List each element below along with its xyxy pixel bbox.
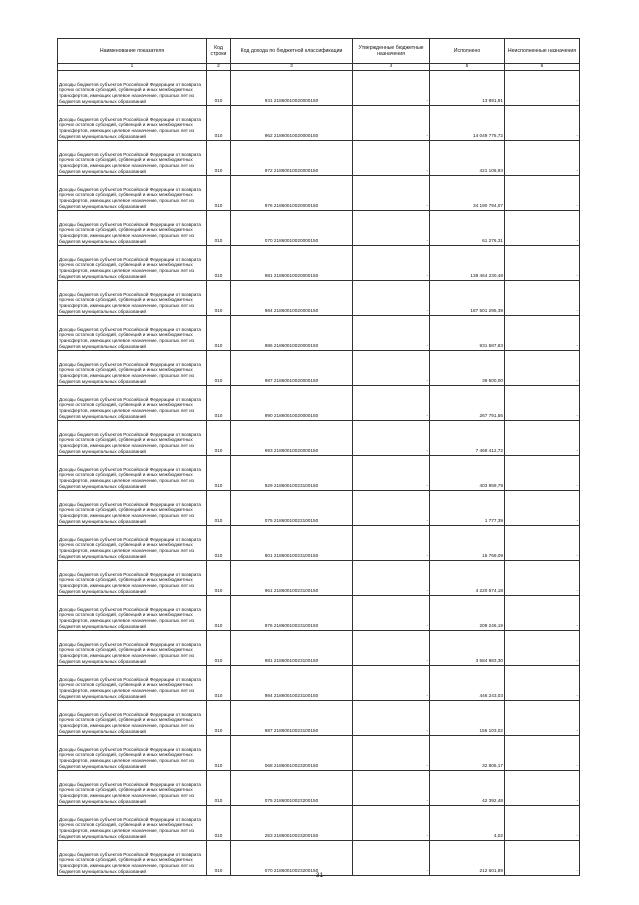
- indicator-name-cell: Доходы бюджетов субъектов Российской Федерации от возврата прочих остатков субсидий, субвенций и иных межбюджетных трансфертов, имеющих целевое назначение, прошлых лет из бюджетов муниципальных образований: [58, 176, 207, 211]
- indicator-name-cell: Доходы бюджетов субъектов Российской Федерации от возврата прочих остатков субсидий, субвенций и иных межбюджетных трансфертов, имеющих целевое назначение, прошлых лет из бюджетов муниципальных образований: [58, 666, 207, 701]
- line-code-cell: 010: [207, 841, 231, 876]
- executed-cell: 3 584 983,30: [430, 631, 505, 666]
- indicator-name-cell: Доходы бюджетов субъектов Российской Федерации от возврата прочих остатков субсидий, субвенций и иных межбюджетных трансфертов, имеющих целевое назначение, прошлых лет из бюджетов муниципальных образований: [58, 141, 207, 176]
- line-code-cell: 010: [207, 316, 231, 351]
- revenue-code-cell: 075 21860010023200150: [231, 771, 353, 806]
- line-code-cell: 010: [207, 526, 231, 561]
- budget-revenue-table: [57, 38, 580, 876]
- header-unexecuted: Неисполненные назначения: [505, 39, 580, 64]
- table-row: [58, 631, 580, 666]
- indicator-name-cell: Доходы бюджетов субъектов Российской Федерации от возврата прочих остатков субсидий, субвенций и иных межбюджетных трансфертов, имеющих целевое назначение, прошлых лет из бюджетов муниципальных образований: [58, 351, 207, 386]
- indicator-name-cell: Доходы бюджетов субъектов Российской Федерации от возврата прочих остатков субсидий, субвенций и иных межбюджетных трансфертов, имеющих целевое назначение, прошлых лет из бюджетов муниципальных образований: [58, 246, 207, 281]
- indicator-name-cell: Доходы бюджетов субъектов Российской Федерации от возврата прочих остатков субсидий, субвенций и иных межбюджетных трансфертов, имеющих целевое назначение, прошлых лет из бюджетов муниципальных образований: [58, 456, 207, 491]
- table-row: [58, 841, 580, 876]
- table-body: [58, 71, 580, 876]
- header-indicator-name: Наименование показателя: [58, 39, 207, 64]
- unexecuted-cell: -: [505, 351, 580, 386]
- executed-cell: 403 959,79: [430, 456, 505, 491]
- line-code-cell: 010: [207, 211, 231, 246]
- revenue-code-cell: 976 21860010020000150: [231, 176, 353, 211]
- line-code-cell: 010: [207, 281, 231, 316]
- line-code-cell: 010: [207, 351, 231, 386]
- revenue-code-cell: 987 21860010020000150: [231, 351, 353, 386]
- executed-cell: 13 891,91: [430, 71, 505, 106]
- executed-cell: 209 246,19: [430, 596, 505, 631]
- revenue-code-cell: 993 21860010020000150: [231, 421, 353, 456]
- unexecuted-cell: -: [505, 141, 580, 176]
- table-row: [58, 666, 580, 701]
- line-code-cell: 010: [207, 71, 231, 106]
- table-row: [58, 176, 580, 211]
- approved-cell: -: [353, 176, 430, 211]
- table-row: [58, 246, 580, 281]
- executed-cell: 15 769,09: [430, 526, 505, 561]
- header-revenue-code: Код дохода по бюджетной классификации: [231, 39, 353, 64]
- line-code-cell: 010: [207, 106, 231, 141]
- executed-cell: 7 469 412,72: [430, 421, 505, 456]
- revenue-code-cell: 981 21860010020000150: [231, 246, 353, 281]
- executed-cell: 931 587,83: [430, 316, 505, 351]
- indicator-name-cell: Доходы бюджетов субъектов Российской Федерации от возврата прочих остатков субсидий, субвенций и иных межбюджетных трансфертов, имеющих целевое назначение, прошлых лет из бюджетов муниципальных образований: [58, 806, 207, 841]
- approved-cell: -: [353, 106, 430, 141]
- line-code-cell: 010: [207, 771, 231, 806]
- column-number: 4: [353, 64, 430, 71]
- indicator-name-cell: Доходы бюджетов субъектов Российской Федерации от возврата прочих остатков субсидий, субвенций и иных межбюджетных трансфертов, имеющих целевое назначение, прошлых лет из бюджетов муниципальных образований: [58, 736, 207, 771]
- table-row: [58, 141, 580, 176]
- unexecuted-cell: -: [505, 281, 580, 316]
- executed-cell: 446 243,03: [430, 666, 505, 701]
- approved-cell: -: [353, 736, 430, 771]
- table-row: [58, 771, 580, 806]
- approved-cell: -: [353, 841, 430, 876]
- approved-cell: -: [353, 771, 430, 806]
- executed-cell: 61 276,31: [430, 211, 505, 246]
- header-approved: Утвержденные бюджетные назначения: [353, 39, 430, 64]
- approved-cell: -: [353, 701, 430, 736]
- unexecuted-cell: -: [505, 106, 580, 141]
- revenue-code-cell: 976 21860010023100150: [231, 596, 353, 631]
- approved-cell: -: [353, 526, 430, 561]
- line-code-cell: 010: [207, 176, 231, 211]
- line-code-cell: 010: [207, 806, 231, 841]
- unexecuted-cell: -: [505, 71, 580, 106]
- indicator-name-cell: Доходы бюджетов субъектов Российской Федерации от возврата прочих остатков субсидий, субвенций и иных межбюджетных трансфертов, имеющих целевое назначение, прошлых лет из бюджетов муниципальных образований: [58, 841, 207, 876]
- executed-cell: 34 190 794,07: [430, 176, 505, 211]
- approved-cell: -: [353, 561, 430, 596]
- executed-cell: 14 049 776,72: [430, 106, 505, 141]
- line-code-cell: 010: [207, 561, 231, 596]
- executed-cell: 156 103,02: [430, 701, 505, 736]
- revenue-code-cell: 990 21860010020000150: [231, 386, 353, 421]
- table-row: [58, 106, 580, 141]
- revenue-code-cell: 801 21860010023100150: [231, 526, 353, 561]
- approved-cell: -: [353, 281, 430, 316]
- column-number: 5: [430, 64, 505, 71]
- unexecuted-cell: -: [505, 526, 580, 561]
- table-row: [58, 736, 580, 771]
- table-row: [58, 596, 580, 631]
- unexecuted-cell: -: [505, 246, 580, 281]
- unexecuted-cell: -: [505, 386, 580, 421]
- column-number: 2: [207, 64, 231, 71]
- unexecuted-cell: -: [505, 456, 580, 491]
- revenue-code-cell: 981 21860010023100150: [231, 631, 353, 666]
- approved-cell: -: [353, 596, 430, 631]
- indicator-name-cell: Доходы бюджетов субъектов Российской Федерации от возврата прочих остатков субсидий, субвенций и иных межбюджетных трансфертов, имеющих целевое назначение, прошлых лет из бюджетов муниципальных образований: [58, 106, 207, 141]
- indicator-name-cell: Доходы бюджетов субъектов Российской Федерации от возврата прочих остатков субсидий, субвенций и иных межбюджетных трансфертов, имеющих целевое назначение, прошлых лет из бюджетов муниципальных образований: [58, 526, 207, 561]
- table-row: [58, 421, 580, 456]
- executed-cell: 39 500,00: [430, 351, 505, 386]
- line-code-cell: 010: [207, 456, 231, 491]
- approved-cell: -: [353, 316, 430, 351]
- table-row: [58, 491, 580, 526]
- column-number: 3: [231, 64, 353, 71]
- header-line-code: Код строки: [207, 39, 231, 64]
- approved-cell: -: [353, 246, 430, 281]
- approved-cell: -: [353, 141, 430, 176]
- line-code-cell: 010: [207, 736, 231, 771]
- revenue-code-cell: 253 21860010023200150: [231, 806, 353, 841]
- revenue-code-cell: 961 21860010023100150: [231, 561, 353, 596]
- executed-cell: 42 392,48: [430, 771, 505, 806]
- revenue-code-cell: 929 21860010023100150: [231, 456, 353, 491]
- executed-cell: 138 464 230,48: [430, 246, 505, 281]
- revenue-code-cell: 986 21860010020000150: [231, 316, 353, 351]
- executed-cell: 4 220 674,18: [430, 561, 505, 596]
- table-row: [58, 281, 580, 316]
- revenue-code-cell: 972 21860010020000150: [231, 141, 353, 176]
- line-code-cell: 010: [207, 386, 231, 421]
- approved-cell: -: [353, 631, 430, 666]
- unexecuted-cell: -: [505, 316, 580, 351]
- revenue-code-cell: 070 21860010023200150: [231, 841, 353, 876]
- indicator-name-cell: Доходы бюджетов субъектов Российской Федерации от возврата прочих остатков субсидий, субвенций и иных межбюджетных трансфертов, имеющих целевое назначение, прошлых лет из бюджетов муниципальных образований: [58, 631, 207, 666]
- revenue-code-cell: 984 21860010020000150: [231, 281, 353, 316]
- executed-cell: 4,02: [430, 806, 505, 841]
- approved-cell: -: [353, 666, 430, 701]
- unexecuted-cell: -: [505, 421, 580, 456]
- approved-cell: -: [353, 491, 430, 526]
- revenue-code-cell: 962 21860010020000150: [231, 106, 353, 141]
- indicator-name-cell: Доходы бюджетов субъектов Российской Федерации от возврата прочих остатков субсидий, субвенций и иных межбюджетных трансфертов, имеющих целевое назначение, прошлых лет из бюджетов муниципальных образований: [58, 491, 207, 526]
- line-code-cell: 010: [207, 491, 231, 526]
- header-executed: Исполнено: [430, 39, 505, 64]
- indicator-name-cell: Доходы бюджетов субъектов Российской Федерации от возврата прочих остатков субсидий, субвенций и иных межбюджетных трансфертов, имеющих целевое назначение, прошлых лет из бюджетов муниципальных образований: [58, 211, 207, 246]
- column-number: 1: [58, 64, 207, 71]
- line-code-cell: 010: [207, 141, 231, 176]
- table-header-row: [58, 39, 580, 64]
- unexecuted-cell: -: [505, 736, 580, 771]
- column-number: 6: [505, 64, 580, 71]
- revenue-code-cell: 070 21860010020000150: [231, 211, 353, 246]
- line-code-cell: 010: [207, 701, 231, 736]
- unexecuted-cell: -: [505, 666, 580, 701]
- executed-cell: 1 777,39: [430, 491, 505, 526]
- approved-cell: -: [353, 421, 430, 456]
- indicator-name-cell: Доходы бюджетов субъектов Российской Федерации от возврата прочих остатков субсидий, субвенций и иных межбюджетных трансфертов, имеющих целевое назначение, прошлых лет из бюджетов муниципальных образований: [58, 421, 207, 456]
- column-number-row: [58, 64, 580, 71]
- table-row: [58, 561, 580, 596]
- unexecuted-cell: -: [505, 806, 580, 841]
- revenue-code-cell: 075 21860010023100150: [231, 491, 353, 526]
- unexecuted-cell: -: [505, 491, 580, 526]
- approved-cell: -: [353, 386, 430, 421]
- unexecuted-cell: -: [505, 771, 580, 806]
- page-number: 31: [315, 872, 324, 879]
- approved-cell: -: [353, 71, 430, 106]
- table-row: [58, 526, 580, 561]
- executed-cell: 421 106,93: [430, 141, 505, 176]
- unexecuted-cell: -: [505, 596, 580, 631]
- unexecuted-cell: -: [505, 841, 580, 876]
- table-row: [58, 806, 580, 841]
- table-row: [58, 456, 580, 491]
- executed-cell: 212 601,89: [430, 841, 505, 876]
- indicator-name-cell: Доходы бюджетов субъектов Российской Федерации от возврата прочих остатков субсидий, субвенций и иных межбюджетных трансфертов, имеющих целевое назначение, прошлых лет из бюджетов муниципальных образований: [58, 771, 207, 806]
- line-code-cell: 010: [207, 421, 231, 456]
- approved-cell: -: [353, 211, 430, 246]
- revenue-code-cell: 984 21860010023100150: [231, 666, 353, 701]
- line-code-cell: 010: [207, 246, 231, 281]
- unexecuted-cell: -: [505, 561, 580, 596]
- indicator-name-cell: Доходы бюджетов субъектов Российской Федерации от возврата прочих остатков субсидий, субвенций и иных межбюджетных трансфертов, имеющих целевое назначение, прошлых лет из бюджетов муниципальных образований: [58, 701, 207, 736]
- table-row: [58, 386, 580, 421]
- line-code-cell: 010: [207, 666, 231, 701]
- approved-cell: -: [353, 456, 430, 491]
- indicator-name-cell: Доходы бюджетов субъектов Российской Федерации от возврата прочих остатков субсидий, субвенций и иных межбюджетных трансфертов, имеющих целевое назначение, прошлых лет из бюджетов муниципальных образований: [58, 316, 207, 351]
- line-code-cell: 010: [207, 631, 231, 666]
- indicator-name-cell: Доходы бюджетов субъектов Российской Федерации от возврата прочих остатков субсидий, субвенций и иных межбюджетных трансфертов, имеющих целевое назначение, прошлых лет из бюджетов муниципальных образований: [58, 561, 207, 596]
- executed-cell: 32 805,17: [430, 736, 505, 771]
- indicator-name-cell: Доходы бюджетов субъектов Российской Федерации от возврата прочих остатков субсидий, субвенций и иных межбюджетных трансфертов, имеющих целевое назначение, прошлых лет из бюджетов муниципальных образований: [58, 71, 207, 106]
- unexecuted-cell: -: [505, 176, 580, 211]
- revenue-code-cell: 987 21860010023100150: [231, 701, 353, 736]
- indicator-name-cell: Доходы бюджетов субъектов Российской Федерации от возврата прочих остатков субсидий, субвенций и иных межбюджетных трансфертов, имеющих целевое назначение, прошлых лет из бюджетов муниципальных образований: [58, 281, 207, 316]
- table-row: [58, 316, 580, 351]
- unexecuted-cell: -: [505, 631, 580, 666]
- executed-cell: 267 791,56: [430, 386, 505, 421]
- approved-cell: -: [353, 806, 430, 841]
- table-row: [58, 211, 580, 246]
- revenue-code-cell: 068 21860010023200150: [231, 736, 353, 771]
- line-code-cell: 010: [207, 596, 231, 631]
- indicator-name-cell: Доходы бюджетов субъектов Российской Федерации от возврата прочих остатков субсидий, субвенций и иных межбюджетных трансфертов, имеющих целевое назначение, прошлых лет из бюджетов муниципальных образований: [58, 596, 207, 631]
- executed-cell: 187 501 295,39: [430, 281, 505, 316]
- revenue-code-cell: 931 21860010020000150: [231, 71, 353, 106]
- indicator-name-cell: Доходы бюджетов субъектов Российской Федерации от возврата прочих остатков субсидий, субвенций и иных межбюджетных трансфертов, имеющих целевое назначение, прошлых лет из бюджетов муниципальных образований: [58, 386, 207, 421]
- approved-cell: -: [353, 351, 430, 386]
- table-row: [58, 701, 580, 736]
- unexecuted-cell: -: [505, 701, 580, 736]
- unexecuted-cell: -: [505, 211, 580, 246]
- table-row: [58, 71, 580, 106]
- table-row: [58, 351, 580, 386]
